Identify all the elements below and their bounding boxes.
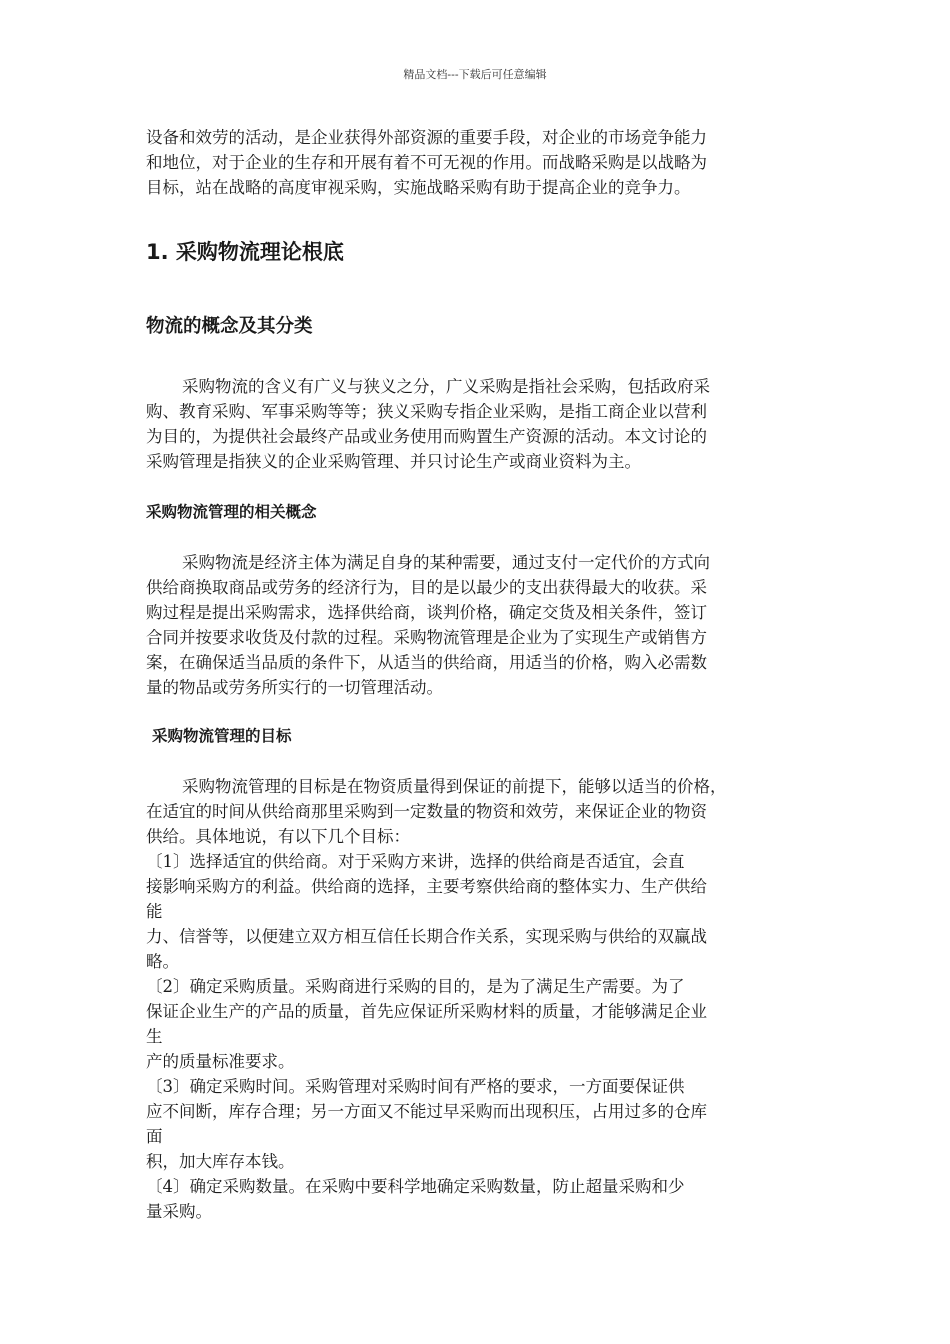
list-line: 保证企业生产的产品的质量，首先应保证所采购材料的质量，才能够满足企业 — [146, 1002, 707, 1021]
list-line: 〔4〕确定采购数量。在采购中要科学地确定采购数量，防止超量采购和少 — [146, 1177, 685, 1196]
list-line: 应不间断，库存合理；另一方面又不能过早采购而出现积压，占用过多的仓库 — [146, 1102, 707, 1121]
list-line: 产的质量标准要求。 — [146, 1052, 295, 1071]
list-line: 〔2〕确定采购质量。采购商进行采购的目的，是为了满足生产需要。为了 — [146, 977, 685, 996]
list-line: 面 — [146, 1127, 163, 1146]
page-header: 精品文档---下载后可任意编辑 — [403, 68, 547, 81]
list-line: 量采购。 — [146, 1202, 212, 1221]
goals-list — [146, 849, 816, 1224]
text-line: 设备和效劳的活动，是企业获得外部资源的重要手段，对企业的市场竞争能力 — [146, 128, 707, 147]
text-line: 案，在确保适当品质的条件下，从适当的供给商，用适当的价格，购入必需数 — [146, 653, 707, 672]
list-line: 生 — [146, 1027, 163, 1046]
list-line: 接影响采购方的利益。供给商的选择，主要考察供给商的整体实力、生产供给 — [146, 877, 707, 896]
text-line: 采购物流管理的目标是在物资质量得到保证的前提下，能够以适当的价格， — [182, 777, 727, 796]
list-line: 积，加大库存本钱。 — [146, 1152, 295, 1171]
text-line: 供给。具体地说，有以下几个目标： — [146, 827, 410, 846]
list-line: 〔3〕确定采购时间。采购管理对采购时间有严格的要求，一方面要保证供 — [146, 1077, 685, 1096]
subsection-heading: 采购物流管理的相关概念 — [146, 503, 317, 521]
text-line: 购、教育采购、军事采购等等；狭义采购专指企业采购，是指工商企业以营利 — [146, 402, 707, 421]
list-line: 能 — [146, 902, 163, 921]
list-line: 力、信誉等，以便建立双方相互信任长期合作关系，实现采购与供给的双赢战 — [146, 927, 707, 946]
text-line: 采购管理是指狭义的企业采购管理、并只讨论生产或商业资料为主。 — [146, 452, 641, 471]
text-line: 量的物品或劳务所实行的一切管理活动。 — [146, 678, 443, 697]
text-line: 和地位，对于企业的生存和开展有着不可无视的作用。而战略采购是以战略为 — [146, 153, 707, 172]
goals-intro-paragraph — [146, 774, 816, 849]
intro-paragraph — [146, 125, 816, 200]
concepts-paragraph — [146, 550, 816, 700]
text-line: 供给商换取商品或劳务的经济行为，目的是以最少的支出获得最大的收获。采 — [146, 578, 707, 597]
subsection-heading: 采购物流管理的目标 — [152, 727, 292, 745]
logistics-paragraph — [146, 374, 816, 474]
text-line: 合同并按要求收货及付款的过程。采购物流管理是企业为了实现生产或销售方 — [146, 628, 707, 647]
section-heading: 1. 采购物流理论根底 — [146, 240, 344, 264]
text-line: 购过程是提出采购需求，选择供给商，谈判价格，确定交货及相关条件，签订 — [146, 603, 707, 622]
text-line: 采购物流是经济主体为满足自身的某种需要，通过支付一定代价的方式向 — [182, 553, 710, 572]
text-line: 采购物流的含义有广义与狭义之分，广义采购是指社会采购，包括政府采 — [182, 377, 710, 396]
text-line: 在适宜的时间从供给商那里采购到一定数量的物资和效劳，来保证企业的物资 — [146, 802, 707, 821]
text-line: 为目的，为提供社会最终产品或业务使用而购置生产资源的活动。本文讨论的 — [146, 427, 707, 446]
subsection-heading: 物流的概念及其分类 — [146, 316, 313, 337]
list-line: 略。 — [146, 952, 179, 971]
text-line: 目标，站在战略的高度审视采购，实施战略采购有助于提高企业的竞争力。 — [146, 178, 691, 197]
list-line: 〔1〕选择适宜的供给商。对于采购方来讲，选择的供给商是否适宜，会直 — [146, 852, 685, 871]
